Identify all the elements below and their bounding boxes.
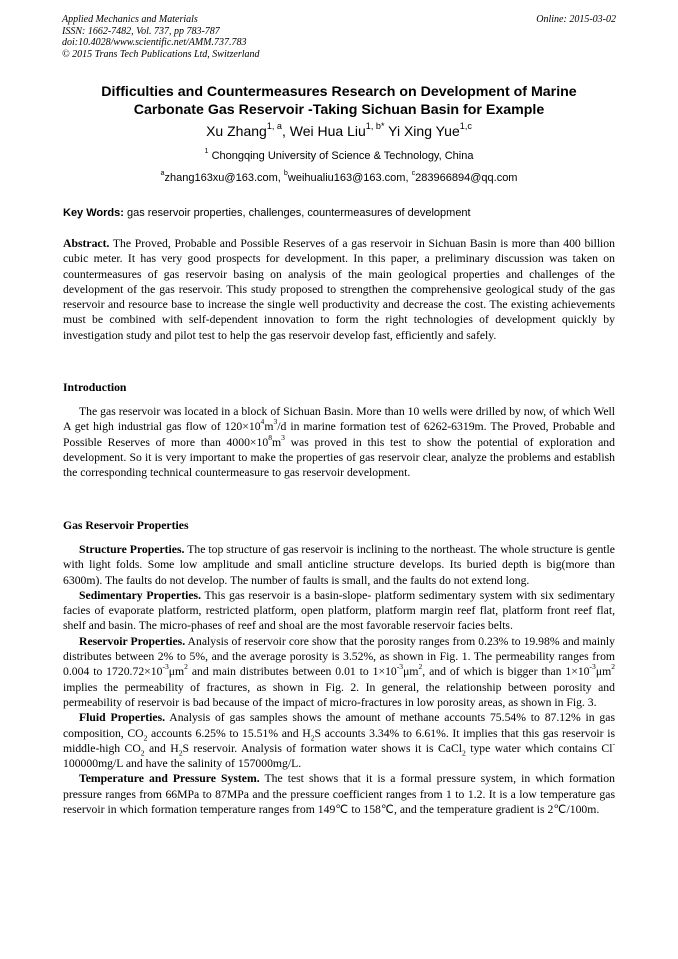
section-heading-introduction: Introduction bbox=[63, 381, 127, 394]
text-run: Analysis of gas samples shows the amount of methane accounts 75.54% to 87.12% in gas composition, CO bbox=[63, 711, 616, 740]
text-run: This gas reservoir is a basin-slope- platform sedimentary system with six sedimentary facies of evaporate platform, restricted platform, open platform, platform margin reef flat, platform front reef flat, shelf and basin. The micro-phases of reef and shoal are the most favorable reservoir facies belts. bbox=[63, 588, 615, 633]
superscript: 8 bbox=[268, 432, 273, 442]
copyright-line: © 2015 Trans Tech Publications Ltd, Switzerland bbox=[62, 48, 260, 60]
affiliation bbox=[40, 149, 638, 163]
text-run: The top structure of gas reservoir is inclining to the northeast. The whole structure is gentle with light folds. Some low amplitude and small anticline structure develops. Its buried depth is big(more than 6300m). The faults do not develop. The number of faults is small, and the faults do not extend long. bbox=[63, 543, 615, 587]
online-date: Online: 2015-03-02 bbox=[536, 14, 616, 25]
text-run: The test shows that it is a formal pressure system, in which formation pressure ranges from 66MPa to 87MPa and the pressure coefficient ranges from 1 to 1.2. It is a low temperature gas reservoir in which formation temperature ranges from 149℃ to 158℃, and the temperature gradient is 2℃/100m. bbox=[63, 772, 615, 817]
superscript: -3 bbox=[396, 662, 404, 672]
keywords-text: gas reservoir properties, challenges, countermeasures of development bbox=[126, 207, 471, 219]
author-superscript: 1,c bbox=[459, 120, 472, 131]
issn-line: ISSN: 1662-7482, Vol. 737, pp 783-787 bbox=[62, 25, 220, 37]
email-superscript: c bbox=[411, 169, 416, 178]
subscript: 2 bbox=[143, 732, 148, 742]
text-run: and main distributes between 0.01 to 1×10 bbox=[187, 665, 397, 679]
reservoir-paragraph bbox=[63, 634, 615, 710]
affiliation-text: Chongqing University of Science & Technology, China bbox=[211, 150, 474, 162]
author-superscript: 1, a bbox=[266, 120, 282, 131]
text-run: type water which contains Cl bbox=[465, 741, 613, 755]
temperature-paragraph bbox=[63, 771, 615, 817]
author-name: Yi Xing Yue bbox=[388, 123, 460, 139]
introduction-paragraph bbox=[63, 404, 615, 480]
text-run: μm bbox=[168, 665, 185, 679]
superscript: 2 bbox=[611, 662, 616, 672]
subscript: 2 bbox=[178, 748, 183, 758]
email-address: weihualiu163@163.com, bbox=[287, 172, 409, 184]
paragraph-label: Reservoir Properties. bbox=[79, 634, 186, 648]
text-run: /d in marine formation test of 6262-6319m. The Proved, Probable and Possible Reserves of more than 4000×10 bbox=[63, 420, 615, 449]
text-run: μm bbox=[403, 665, 419, 679]
keywords bbox=[63, 206, 617, 220]
title-line-1: Difficulties and Countermeasures Research on Development of Marine bbox=[101, 84, 577, 100]
fluid-paragraph bbox=[63, 710, 615, 771]
journal-name: Applied Mechanics and Materials bbox=[62, 14, 198, 25]
journal-header bbox=[62, 14, 616, 60]
superscript: -3 bbox=[589, 662, 596, 672]
text-run: , and of which is bigger than 1×10 bbox=[422, 665, 590, 679]
subscript: 2 bbox=[462, 748, 466, 758]
title-line-2: Carbonate Gas Reservoir -Taking Sichuan Basin for Example bbox=[133, 102, 545, 118]
paragraph-label: Fluid Properties. bbox=[79, 711, 166, 725]
text-run: The gas reservoir was located in a block of Sichuan Basin. More than 10 wells were drilled by now, of which Well A get high industrial gas flow of 120×10 bbox=[63, 405, 615, 434]
author-name: Xu Zhang bbox=[206, 123, 267, 139]
abstract bbox=[63, 236, 615, 343]
email-superscript: b bbox=[283, 169, 288, 178]
email-address: zhang163xu@163.com, bbox=[164, 172, 281, 184]
text-run: S reservoir. Analysis of formation water shows it is CaCl bbox=[182, 741, 463, 755]
keywords-label: Key Words: bbox=[63, 207, 124, 219]
text-run: m bbox=[264, 420, 274, 434]
sedimentary-paragraph bbox=[63, 588, 615, 634]
abstract-label: Abstract. bbox=[63, 237, 110, 250]
email-address: 283966894@qq.com bbox=[415, 172, 518, 184]
text-run: implies the permeability of fractures, as shown in Fig. 2. In general, the relationship between porosity and permeability of reservoir is bad because of the impact of micro-fractures in low porosity areas, as shown in Fig. 3. bbox=[63, 680, 615, 709]
text-run: Analysis of reservoir core show that the porosity ranges from 0.23% to 19.98% and mainly distributes between 2% to 5%, and the average porosity is 3.52%, as shown in Fig. 1. The permeability ranges from 0.004 to 1720.72×10 bbox=[63, 634, 616, 679]
paragraph-label: Structure Properties. bbox=[79, 543, 185, 556]
text-run: and H bbox=[144, 741, 179, 755]
doi-line: doi:10.4028/www.scientific.net/AMM.737.783 bbox=[62, 37, 247, 48]
paper-title bbox=[40, 83, 638, 119]
paragraph-label: Temperature and Pressure System. bbox=[79, 772, 260, 786]
superscript: 3 bbox=[281, 432, 285, 442]
superscript: -3 bbox=[162, 662, 169, 672]
email-list bbox=[40, 171, 638, 185]
superscript: 4 bbox=[260, 417, 265, 427]
paragraph-label: Sedimentary Properties. bbox=[79, 588, 201, 602]
text-run: 100000mg/L and have the salinity of 157000mg/L. bbox=[63, 757, 302, 771]
text-run: m bbox=[272, 435, 282, 449]
structure-paragraph bbox=[63, 542, 615, 588]
abstract-text: The Proved, Probable and Possible Reserves of a gas reservoir in Sichuan Basin is more than 400 billion cubic meter. It has very good prospects for development. In this paper, a preliminary discussion was taken on countermeasures of gas reservoir basing on analysis of the main geological properties and challenges of the development of the gas reservoir. This study proposed to strengthen the comprehensive geological study of the gas reservoir and resource base to increase the single well productivity and decrease the cost. The existing achievements must be combined with self-dependent innovation to form the right technologies of development quickly by investigation study and pilot test to help the gas reservoir develop fast, efficiently and safely. bbox=[63, 237, 615, 342]
author-superscript: 1, b* bbox=[365, 120, 385, 131]
affiliation-superscript: 1 bbox=[204, 147, 209, 156]
text-run: was proved in this test to show the potential of exploration and development. So it is very important to make the properties of gas reservoir clear, analyze the problems and establish the corresponding technical countermeasure to gas reservoir development. bbox=[63, 435, 615, 480]
section-heading-properties: Gas Reservoir Properties bbox=[63, 519, 189, 532]
superscript: 2 bbox=[184, 662, 188, 672]
email-superscript: a bbox=[160, 169, 165, 178]
author-list: Xu Zhang$^{1, a}$, Wei Hua Liu$^{1, b*}$ Yi Xing Yue$^{1,c}$ bbox=[206, 120, 472, 139]
subscript: 2 bbox=[140, 748, 145, 758]
superscript: 3 bbox=[273, 417, 278, 427]
superscript: - bbox=[612, 738, 615, 748]
properties-section bbox=[63, 542, 615, 817]
text-run: μm bbox=[595, 665, 612, 679]
superscript: 2 bbox=[418, 662, 423, 672]
author-name: Wei Hua Liu bbox=[289, 123, 366, 139]
subscript: 2 bbox=[310, 732, 315, 742]
text-run: S accounts 3.34% to 6.61%. It implies that this gas reservoir is middle-high CO bbox=[63, 726, 615, 755]
text-run: accounts 6.25% to 15.51% and H bbox=[147, 726, 311, 740]
